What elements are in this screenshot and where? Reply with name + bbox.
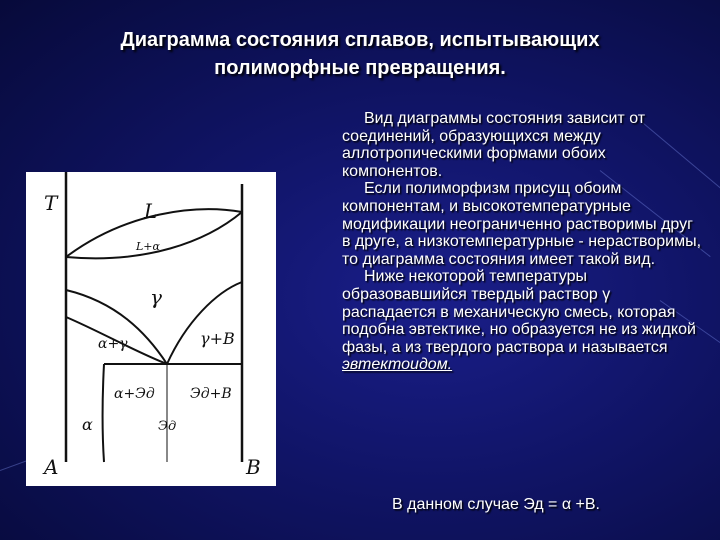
paragraph-1: Вид диаграммы состояния зависит от соединений, образующихся между аллотропическими формами обоих компонентов. <box>342 110 646 180</box>
region-label-l: L <box>144 199 158 223</box>
region-label-gamma: γ <box>150 285 162 309</box>
slide-title-line-1: Диаграмма состояния сплавов, испытывающих <box>120 29 600 51</box>
region-label-gamma-b: γ+B <box>200 329 235 348</box>
corner-label-a: A <box>44 455 59 479</box>
gamma-b-boundary <box>167 282 242 364</box>
explanation-text <box>342 110 702 374</box>
paragraph-3 <box>342 268 702 374</box>
paragraph-3-main: Ниже некоторой температуры образовавшийся твердый раствор γ распадается в механическую смесь, которая подобна эвтектике, но образуется не из жидкой фазы, а из твердого раствора и называется <box>342 268 696 356</box>
phase-diagram <box>26 172 276 486</box>
corner-label-b: B <box>246 455 261 479</box>
region-label-alpha-gamma: α+γ <box>98 336 128 352</box>
conclusion-line: В данном случае Эд = α +B. <box>392 496 600 513</box>
eutectoid-term: эвтектоидом. <box>342 356 453 374</box>
label-ed-vertical: Эд <box>158 419 177 434</box>
axis-label-t: T <box>44 191 58 215</box>
region-label-ed-b: Эд+B <box>190 386 232 402</box>
paragraph-2: Если полиморфизм присущ обоим компонентам, и высокотемпературные модификации неограниченно растворимы друг в друге, а низкотемпературные - нерастворимы, то диаграмма состояния имеет такой вид. <box>342 180 702 268</box>
slide-title-line-2: полиморфные превращения. <box>214 57 506 79</box>
alpha-solvus-line <box>103 364 105 462</box>
slide-title <box>40 26 680 82</box>
region-label-l-alpha: L+α <box>136 240 160 253</box>
phase-diagram-svg <box>26 172 276 486</box>
region-label-alpha: α <box>82 415 93 434</box>
region-label-alpha-ed: α+Эд <box>114 386 155 402</box>
